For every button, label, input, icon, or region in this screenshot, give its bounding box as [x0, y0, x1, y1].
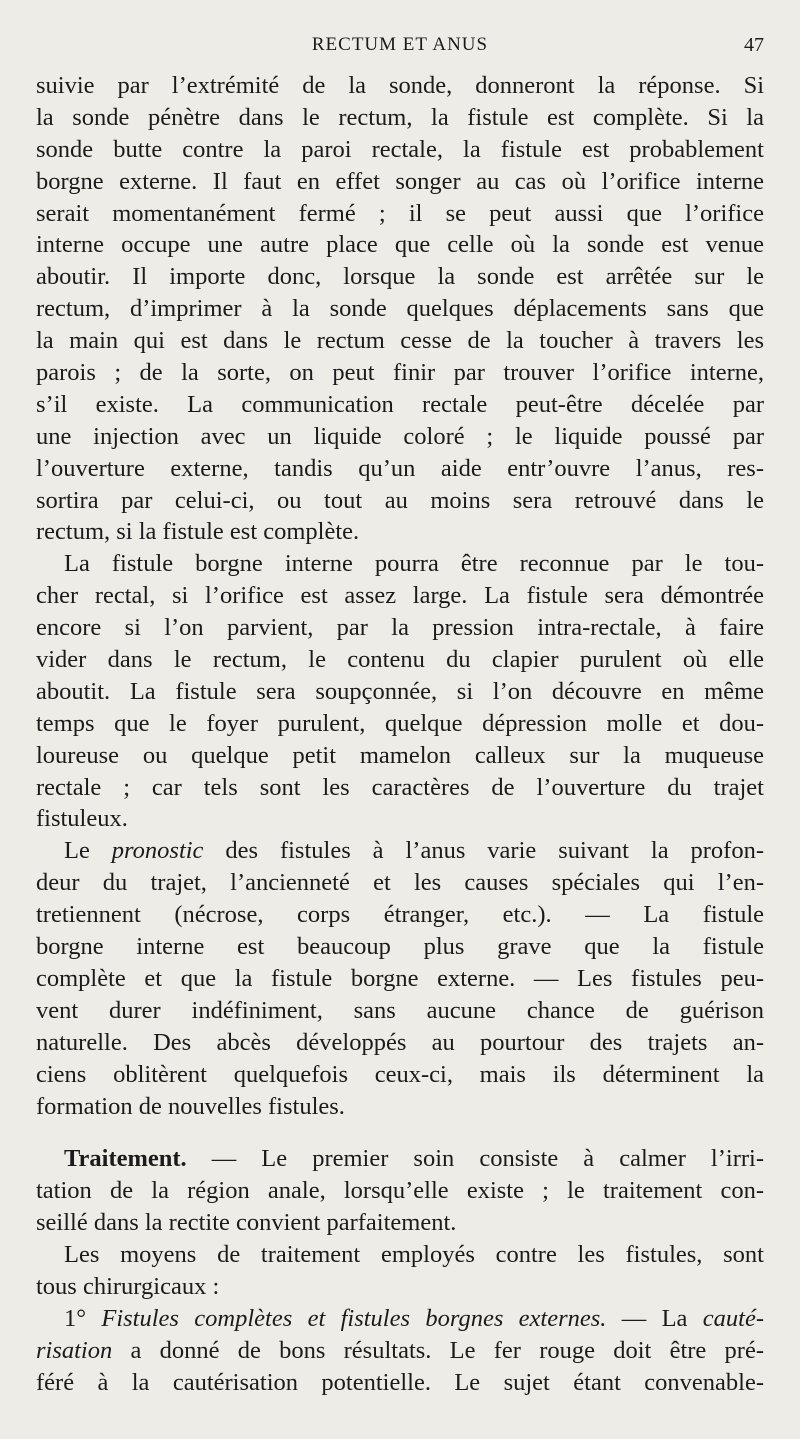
section-gap: [36, 1122, 764, 1143]
text-run: des fistules à l’anus varie suivant la profon-: [203, 837, 764, 865]
text-line: sonde butte contre la paroi rectale, la fistule est probablement: [36, 135, 764, 163]
text-line: la main qui est dans le rectum cesse de la toucher à travers les: [36, 327, 764, 355]
italic-term: cauté-: [702, 1304, 764, 1332]
text-line: [36, 1143, 764, 1175]
text-line: rectum, si la fistule est complète.: [36, 518, 360, 546]
text-line: borgne externe. Il faut en effet songer au cas où l’orifice interne: [36, 167, 764, 195]
text-line: borgne interne est beaucoup plus grave que la fistule: [36, 933, 764, 961]
text-line: formation de nouvelles fistules.: [36, 1092, 345, 1120]
text-line: fistuleux.: [36, 805, 128, 833]
text-run: a donné de bons résultats. Le fer rouge doit être pré-: [112, 1336, 764, 1364]
paragraph: [36, 548, 764, 835]
text-run: 1°: [64, 1304, 102, 1332]
text-line: Les moyens de traitement employés contre les fistules, sont: [64, 1241, 764, 1269]
text-line: [36, 1303, 764, 1335]
text-run: — La: [606, 1304, 703, 1332]
text-line: cher rectal, si l’orifice est assez large. La fistule sera démontrée: [36, 582, 764, 610]
text-line: loureuse ou quelque petit mamelon calleux sur la muqueuse: [36, 741, 764, 769]
italic-term: Fistules complètes et fistules borgnes externes.: [101, 1304, 607, 1332]
section-heading: Traitement.: [64, 1145, 187, 1173]
text-line: temps que le foyer purulent, quelque dépression molle et dou-: [36, 709, 764, 737]
text-line: féré à la cautérisation potentielle. Le sujet étant convenable-: [36, 1368, 764, 1396]
text-line: naturelle. Des abcès développés au pourtour des trajets an-: [36, 1028, 764, 1056]
text-line: la sonde pénètre dans le rectum, la fistule est complète. Si la: [36, 103, 764, 131]
text-line: complète et que la fistule borgne externe. — Les fistules peu-: [36, 964, 764, 992]
italic-term: pronostic: [111, 837, 204, 865]
text-line: tous chirurgicaux :: [36, 1272, 220, 1300]
text-line: sortira par celui-ci, ou tout au moins sera retrouvé dans le: [36, 486, 764, 514]
text-line: une injection avec un liquide coloré ; le liquide poussé par: [36, 422, 764, 450]
text-line: aboutir. Il importe donc, lorsque la sonde est arrêtée sur le: [36, 263, 764, 291]
text-line: [36, 1335, 764, 1367]
text-line: La fistule borgne interne pourra être reconnue par le tou-: [64, 550, 764, 578]
text-line: parois ; de la sorte, on peut finir par trouver l’orifice interne,: [36, 359, 764, 387]
text-run: Le: [64, 837, 112, 865]
text-line: aboutit. La fistule sera soupçonnée, si l’on découvre en même: [36, 677, 764, 705]
running-title: RECTUM ET ANUS: [311, 34, 489, 55]
paragraph: [36, 1239, 764, 1303]
text-line: tation de la région anale, lorsqu’elle existe ; le traitement con-: [36, 1177, 764, 1205]
text-line: rectum, d’imprimer à la sonde quelques déplacements sans que: [36, 295, 764, 323]
page-body: [36, 70, 764, 1399]
italic-term: risation: [36, 1336, 113, 1364]
paragraph: [36, 1303, 764, 1399]
text-line: encore si l’on parvient, par la pression intra-rectale, à faire: [36, 614, 764, 642]
text-line: vider dans le rectum, le contenu du clapier purulent où elle: [36, 646, 764, 674]
text-line: l’ouverture externe, tandis qu’un aide entr’ouvre l’anus, res-: [36, 454, 764, 482]
text-line: suivie par l’extrémité de la sonde, donneront la réponse. Si: [36, 72, 764, 99]
running-head: [0, 32, 800, 60]
text-line: [36, 835, 764, 867]
paragraph: [36, 70, 764, 548]
text-line: s’il existe. La communication rectale peut-être décelée par: [36, 390, 764, 418]
text-line: tretiennent (nécrose, corps étranger, etc.). — La fistule: [36, 901, 764, 929]
text-line: interne occupe une autre place que celle où la sonde est venue: [36, 231, 764, 259]
paragraph: [36, 1143, 764, 1239]
text-line: serait momentanément fermé ; il se peut aussi que l’orifice: [36, 199, 764, 227]
text-line: deur du trajet, l’ancienneté et les causes spéciales qui l’en-: [36, 869, 764, 897]
text-line: seillé dans la rectite convient parfaitement.: [36, 1209, 457, 1237]
paragraph: [36, 835, 764, 1122]
text-line: vent durer indéfiniment, sans aucune chance de guérison: [36, 996, 764, 1024]
text-line: rectale ; car tels sont les caractères de l’ouverture du trajet: [36, 773, 764, 801]
text-line: ciens oblitèrent quelquefois ceux-ci, mais ils déterminent la: [36, 1060, 764, 1088]
text-run: — Le premier soin consiste à calmer l’irri-: [186, 1145, 764, 1173]
page-number: 47: [744, 34, 764, 56]
